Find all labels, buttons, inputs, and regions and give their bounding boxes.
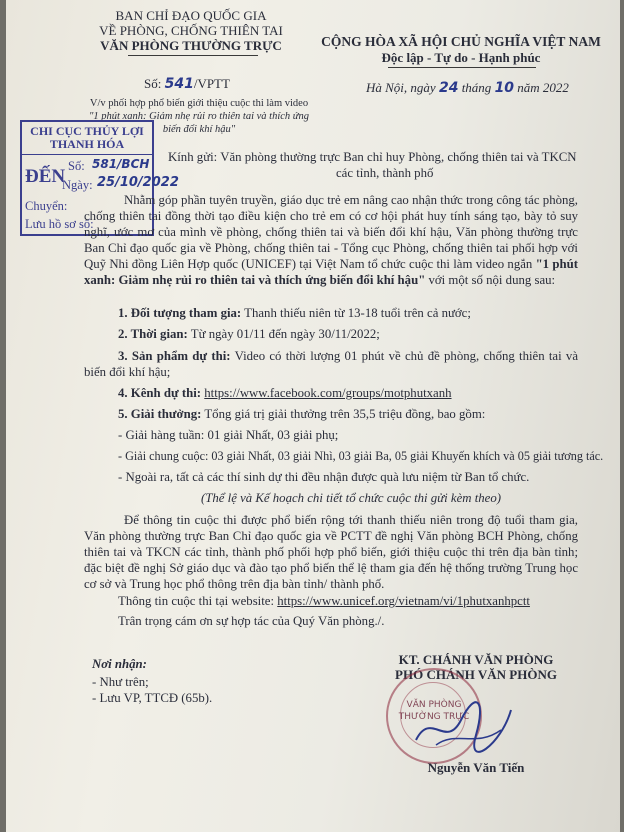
recipient-line1: Kính gửi: Văn phòng thường trực Ban chỉ huy Phòng, chống thiên tai và TKCN xyxy=(168,150,577,164)
signer-name: Nguyễn Văn Tiến xyxy=(427,760,525,775)
recipient-item-1: - Như trên; xyxy=(92,675,149,689)
item-participants: 1. Đối tượng tham gia: Thanh thiếu niên từ 13-18 tuổi trên cả nước; xyxy=(118,306,471,320)
document-date: Hà Nội, ngày 24 tháng 10 năm 2022 xyxy=(366,80,569,96)
document-page xyxy=(6,0,620,832)
item-prizes: 5. Giải thưởng: Tổng giá trị giải thưởng trên 35,5 triệu đồng, bao gồm: xyxy=(118,407,486,421)
stamp-chuyen-label: Chuyển: xyxy=(25,199,68,213)
agency-office: VĂN PHÒNG THƯỜNG TRỰC xyxy=(100,38,282,53)
facebook-group-link[interactable]: https://www.facebook.com/groups/motphutxanh xyxy=(204,386,452,400)
item-time: 2. Thời gian: Từ ngày 01/11 đến ngày 30/11/2022; xyxy=(118,327,380,341)
item-product: 3. Sản phẩm dự thi: Video có thời lượng 01 phút về chủ đề phòng, chống thiên tai và biến đổi khí hậu; xyxy=(84,349,579,379)
signature-scribble xyxy=(406,690,516,760)
thanks-line: Trân trọng cám ơn sự hợp tác của Quý Văn phòng./. xyxy=(118,614,385,628)
subject-line2: "1 phút xanh: Giảm nhẹ rủi ro thiên tai và thích ứng xyxy=(88,111,309,122)
signer-title1: KT. CHÁNH VĂN PHÒNG xyxy=(398,652,554,667)
prize-souvenir: - Ngoài ra, tất cả các thí sinh dự thi đều nhận được quà lưu niệm từ Ban tổ chức. xyxy=(118,470,530,484)
prize-weekly: - Giải hàng tuần: 01 giải Nhất, 03 giải phụ; xyxy=(118,428,339,442)
stamp-ngay-label: Ngày: xyxy=(62,178,93,192)
stamp-ngay-value: 25/10/2022 xyxy=(97,175,179,190)
document-number: Số: 541/VPTT xyxy=(144,76,230,92)
country-name: CỘNG HÒA XÃ HỘI CHỦ NGHĨA VIỆT NAM xyxy=(321,34,601,49)
header-underline-right xyxy=(388,67,536,68)
signer-title2: PHÓ CHÁNH VĂN PHÒNG xyxy=(395,667,557,682)
subject-line3: biến đổi khí hậu" xyxy=(162,124,236,135)
agency-name-line1: BAN CHỈ ĐẠO QUỐC GIA xyxy=(115,8,267,23)
recipient-line2: các tỉnh, thành phố xyxy=(336,166,434,180)
item-channel: 4. Kênh dự thi: https://www.facebook.com/groups/motphutxanh xyxy=(118,386,452,400)
recipient-item-2: - Lưu VP, TTCĐ (65b). xyxy=(92,691,213,705)
stamp-so-value: 581/BCH xyxy=(92,157,150,171)
request-paragraph: Để thông tin cuộc thi được phổ biến rộng tới thanh thiếu niên trong độ tuổi tham gia, Văn phòng thường trực Ban Chỉ đạo quốc gia về PCTT đề nghị Văn phòng BCH Phòng, chống thiên tai và TKCN các tỉnh, thành phố phối hợp phổ biến, giới thiệu cuộc thi trên địa bàn tỉnh; đặc biệt đề nghị Sở giáo dục và đào tạo phổ biến thể lệ tham gia đến hệ thống trường Trung học cơ sở và Trung học phổ thông trên địa bàn tỉnh/ thành phố. xyxy=(84,513,578,591)
subject-line1: V/v phối hợp phổ biến giới thiệu cuộc thi làm video xyxy=(89,98,309,109)
intro-paragraph: Nhằm góp phần tuyên truyền, giáo dục trẻ em nâng cao nhận thức trong công tác phòng, chống thiên tai đồng thời tạo điều kiện cho trẻ em có cơ hội phát huy tính sáng tạo, bày tỏ suy nghĩ, ước mơ của mình về phòng, chống thiên tai và biến đổi khí hậu, Văn phòng thường trực Ban Chỉ đạo quốc gia về Phòng, chống thiên tai - Tổng cục Phòng, chống thiên tai phối hợp với Quỹ Nhi đồng Liên Hợp quốc (UNICEF) tại Việt Nam tổ chức cuộc thi làm video ngắn "1 phút xanh: Giảm nhẹ rủi ro thiên tai và thích ứng biến đổi khí hậu" với một số nội dung sau: xyxy=(84,193,578,287)
stamp-den: ĐẾN xyxy=(25,166,66,187)
stamp-luu-label: Lưu hồ sơ số: xyxy=(25,217,94,231)
stamp-org1: CHI CỤC THỦY LỢI xyxy=(30,124,144,138)
stamp-org2: THANH HÓA xyxy=(49,137,125,151)
rules-note: (Thể lệ và Kế hoạch chi tiết tổ chức cuộc thi gửi kèm theo) xyxy=(201,491,502,505)
country-motto: Độc lập - Tự do - Hạnh phúc xyxy=(381,50,541,65)
recipients-heading: Nơi nhận: xyxy=(92,657,147,671)
seal-text1: VĂN PHÒNG xyxy=(406,700,462,710)
stamp-so-label: Số: xyxy=(68,159,85,173)
unicef-website-link[interactable]: https://www.unicef.org/vietnam/vi/1phutxanhpctt xyxy=(277,594,530,608)
website-line: Thông tin cuộc thi tại website: https://www.unicef.org/vietnam/vi/1phutxanhpctt xyxy=(118,594,530,608)
agency-name-line2: VỀ PHÒNG, CHỐNG THIÊN TAI xyxy=(99,23,283,38)
header-underline-left xyxy=(128,55,258,56)
prize-final: - Giải chung cuộc: 03 giải Nhất, 03 giải Nhì, 03 giải Ba, 05 giải Khuyến khích và 05 giải tương tác. xyxy=(118,449,604,463)
seal-text2: THƯỜNG TRỰC xyxy=(398,712,470,722)
